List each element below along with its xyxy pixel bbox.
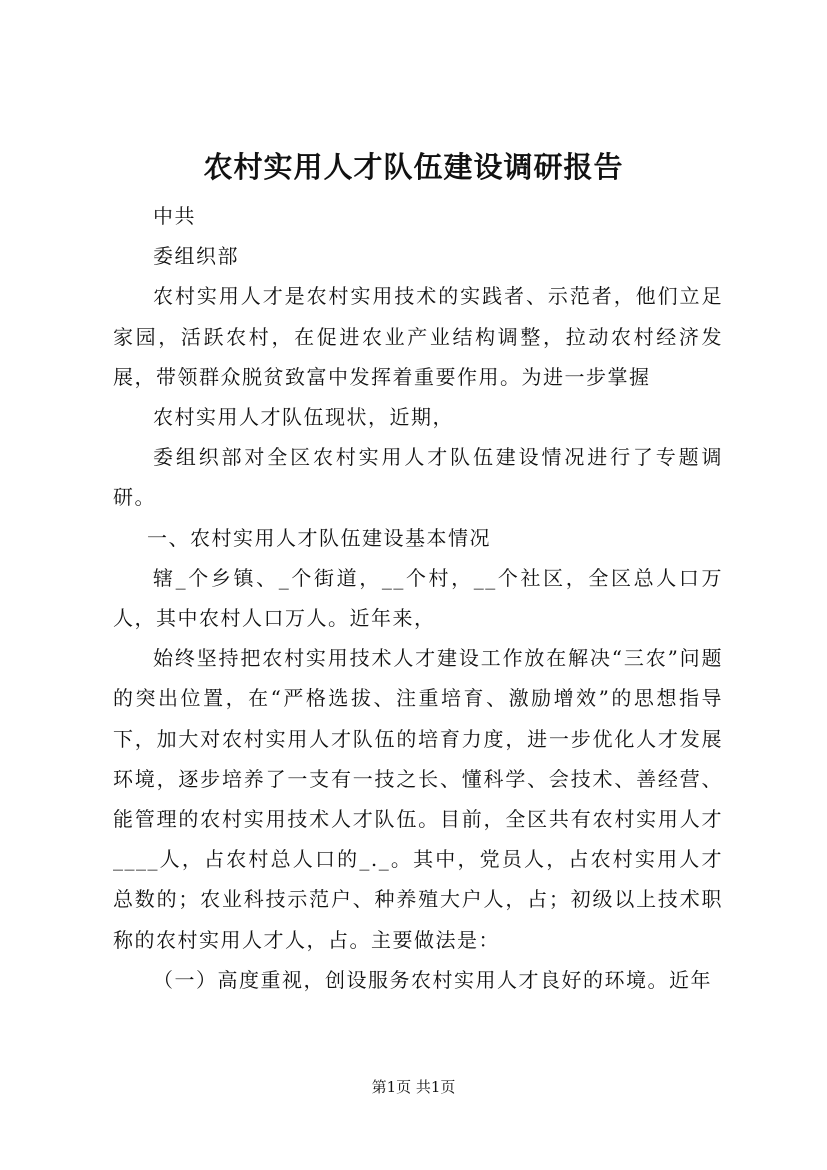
paragraph-org-line-1: 中共 [153,204,196,228]
paragraph-survey: 委组织部对全区农村实用人才队伍建设情况进行了专题调研。 [113,445,723,510]
section-heading-1: 一、农村实用人才队伍建设基本情况 [147,525,491,550]
paragraph-measure-1: （一）高度重视，创设服务农村实用人才良好的环境。近年 [153,967,712,992]
document-body [113,196,723,1000]
paragraph-overview: 始终坚持把农村实用技术人才建设工作放在解决“三农”问题的突出位置，在“严格选拔、注重培育、激励增效”的思想指导下，加大对农村实用人才队伍的培育力度，进一步优化人才发展环境，逐步培养了一支有一技之长、懂科学、会技术、善经营、能管理的农村实用技术人才队伍。目前，全区共有农村实用人才____人，占农村总人口的_._。其中，党员人，占农村实用人才总数的；农业科技示范户、种养殖大户人，占；初级以上技术职称的农村实用人才人，占。主要做法是： [113,646,723,952]
paragraph-org-line-2: 委组织部 [153,244,239,269]
page-footer: 第1页 共1页 [371,1078,456,1096]
paragraph-intro: 农村实用人才是农村实用技术的实践者、示范者，他们立足家园，活跃农村，在促进农业产业结构调整，拉动农村经济发展，带领群众脱贫致富中发挥着重要作用。为进一步掌握 [113,284,723,389]
paragraph-status: 农村实用人才队伍现状，近期， [153,405,454,430]
document-title: 农村实用人才队伍建设调研报告 [203,150,624,184]
paragraph-jurisdiction: 辖_个乡镇、_个街道，__个村，__个社区，全区总人口万人，其中农村人口万人。近年来， [113,565,723,631]
